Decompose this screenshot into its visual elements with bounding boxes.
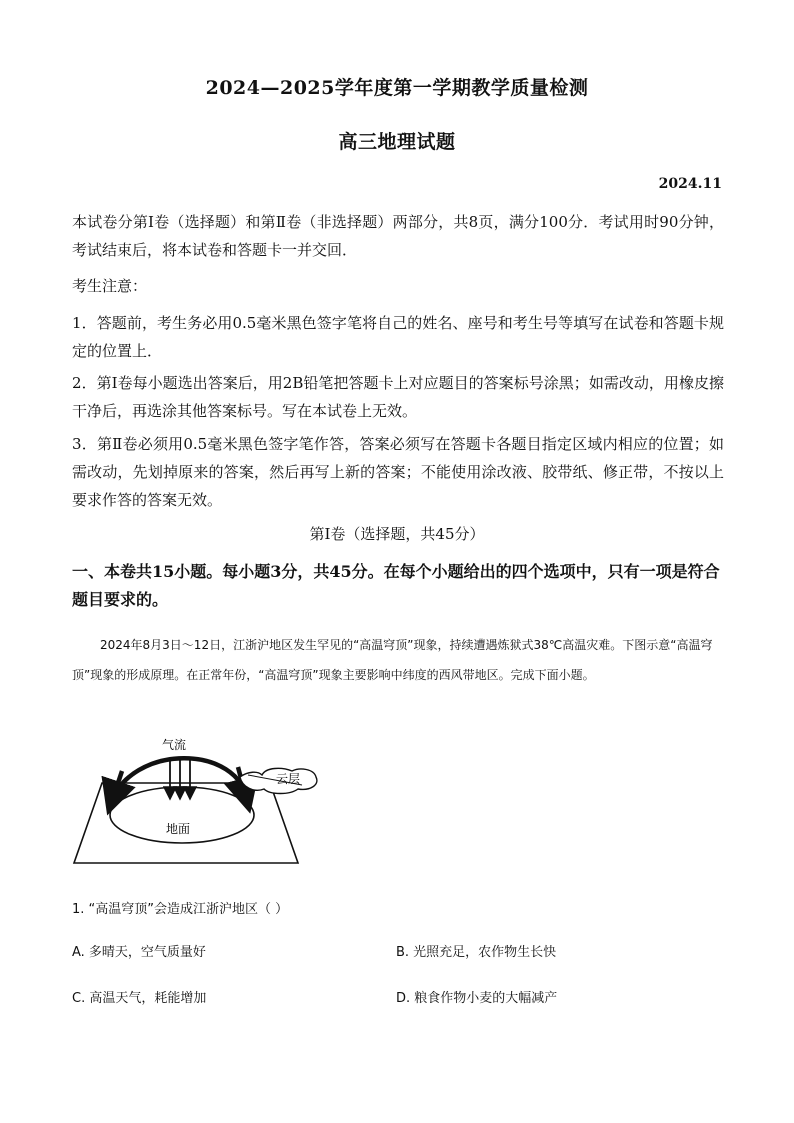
airflow-label: 气流 <box>162 738 187 752</box>
section-instruction: 一、本卷共15小题。每小题3分，共45分。在每个小题给出的四个选项中，只有一项是符合题目要求的。 <box>72 562 720 609</box>
intro-text: 本试卷分第Ⅰ卷（选择题）和第Ⅱ卷（非选择题）两部分，共8页，满分100分．考试用时90分钟，考试结束后，将本试卷和答题卡一并交回． <box>72 213 724 259</box>
ground-label: 地面 <box>166 822 191 836</box>
option-d: D. 粮食作物小麦的大幅减产 <box>396 991 558 1006</box>
exam-title: 2024—2025学年度第一学期教学质量检测 <box>205 77 589 99</box>
exam-date: 2024.11 <box>658 176 722 192</box>
heat-dome-diagram <box>70 733 320 868</box>
notice-heading: 考生注意： <box>72 277 148 295</box>
notice-item-3: 3．第Ⅱ卷必须用0.5毫米黑色签字笔作答，答案必须写在答题卡各题目指定区域内相应的位置；如需改动，先划掉原来的答案，然后再写上新的答案；不能使用涂改液、胶带纸、修正带，不按以上要求作答的答案无效。 <box>72 435 724 509</box>
option-b: B. 光照充足，农作物生长快 <box>396 945 557 960</box>
exam-subtitle: 高三地理试题 <box>338 131 456 153</box>
cloud-label: 云层 <box>276 772 301 786</box>
notice-item-2: 2．第Ⅰ卷每小题选出答案后，用2B铅笔把答题卡上对应题目的答案标号涂黑；如需改动，用橡皮擦干净后，再选涂其他答案标号。写在本试卷上无效。 <box>72 374 724 420</box>
option-c: C. 高温天气，耗能增加 <box>72 991 207 1006</box>
question-material: 2024年8月3日～12日，江浙沪地区发生罕见的“高温穹顶”现象，持续遭遇炼狱式38℃高温灾难。下图示意“高温穹顶”现象的形成原理。在正常年份，“高温穹顶”现象主要影响中纬度的西风带地区。完成下面小题。 <box>72 638 713 682</box>
option-a: A. 多晴天，空气质量好 <box>72 945 206 960</box>
notice-item-1: 1．答题前，考生务必用0.5毫米黑色签字笔将自己的姓名、座号和考生号等填写在试卷和答题卡规定的位置上． <box>72 314 724 360</box>
question-1-stem: 1. “高温穹顶”会造成江浙沪地区（ ） <box>72 902 289 917</box>
section-heading: 第Ⅰ卷（选择题，共45分） <box>309 525 485 543</box>
